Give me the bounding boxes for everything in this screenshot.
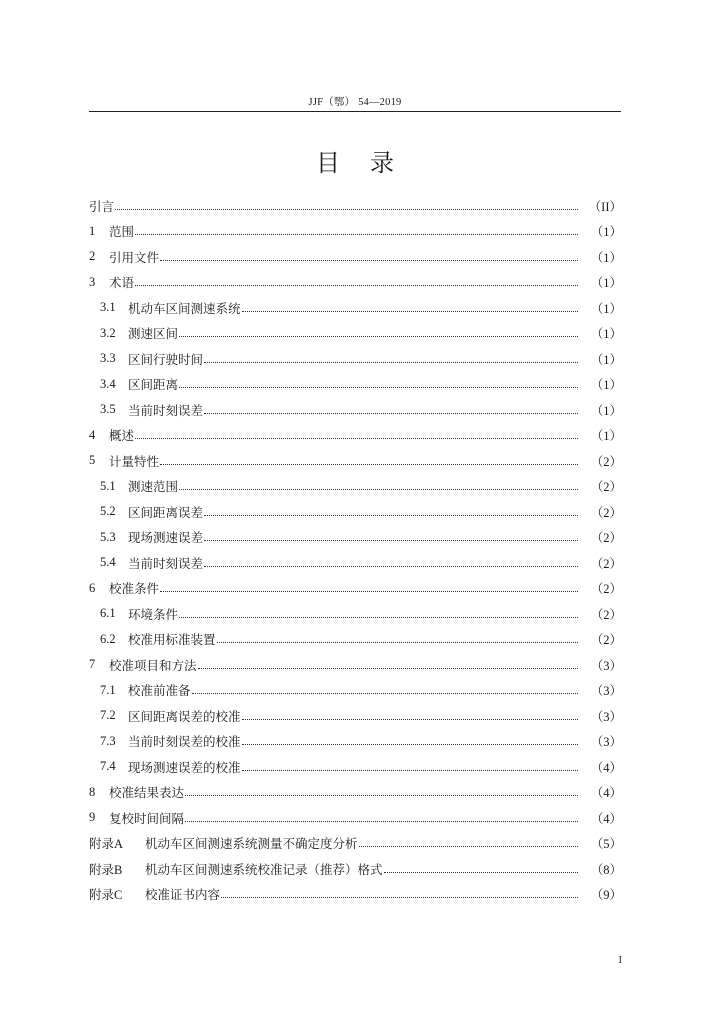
toc-entry-title: 机动车区间测速系统测量不确定度分析 xyxy=(145,836,358,852)
toc-entry[interactable] xyxy=(89,397,622,423)
toc-dot-leader xyxy=(384,862,578,876)
toc-entry[interactable] xyxy=(89,831,622,857)
toc-entry-page: （2） xyxy=(590,556,622,571)
toc-entry-title: 区间距离误差的校准 xyxy=(128,708,241,724)
toc-entry-number: 附录C xyxy=(89,888,123,903)
toc-dot-leader xyxy=(179,479,578,493)
toc-entry-page: （4） xyxy=(590,786,622,801)
toc-entry-page: （3） xyxy=(590,735,622,750)
toc-entry-title: 当前时刻误差 xyxy=(128,555,204,571)
toc-entry-page: （2） xyxy=(590,505,622,520)
toc-entry[interactable] xyxy=(89,346,622,372)
toc-entry[interactable] xyxy=(89,244,622,270)
toc-entry[interactable] xyxy=(89,219,622,245)
toc-entry-title: 概述 xyxy=(109,428,135,444)
toc-entry-title: 区间距离误差 xyxy=(128,504,204,520)
page-title: 目录 xyxy=(316,149,424,177)
toc-entry-number: 3 xyxy=(89,274,96,289)
toc-entry-number: 5.3 xyxy=(100,529,116,544)
toc-entry-page: （1） xyxy=(590,225,622,240)
header-rule xyxy=(89,111,621,112)
toc-entry-page: （5） xyxy=(590,837,622,852)
toc-entry[interactable] xyxy=(89,270,622,296)
toc-entry-title: 区间行驶时间 xyxy=(128,351,204,367)
toc-entry-title: 校准结果表达 xyxy=(109,785,185,801)
toc-entry-title: 范围 xyxy=(109,224,135,240)
toc-dot-leader xyxy=(192,683,578,697)
toc-dot-leader xyxy=(242,734,578,748)
toc-dot-leader xyxy=(135,224,578,238)
toc-entry-number: 3.3 xyxy=(100,351,116,366)
toc-entry[interactable] xyxy=(89,754,622,780)
toc-entry-number: 附录A xyxy=(89,837,124,852)
toc-entry-page: （8） xyxy=(590,862,622,877)
toc-entry-title: 测速区间 xyxy=(128,326,179,342)
toc-entry-title: 校准条件 xyxy=(109,581,160,597)
toc-entry-title: 引言 xyxy=(89,198,115,214)
toc-dot-leader xyxy=(179,607,578,621)
toc-dot-leader xyxy=(135,428,578,442)
toc-entry-page: （1） xyxy=(590,352,622,367)
table-of-contents xyxy=(89,193,622,907)
toc-entry[interactable] xyxy=(89,856,622,882)
toc-entry[interactable] xyxy=(89,601,622,627)
toc-entry-page: （II） xyxy=(588,199,622,214)
toc-dot-leader xyxy=(115,199,578,213)
toc-entry-page: （2） xyxy=(590,480,622,495)
toc-entry[interactable] xyxy=(89,525,622,551)
toc-entry[interactable] xyxy=(89,627,622,653)
toc-dot-leader xyxy=(198,658,578,672)
toc-entry-page: （9） xyxy=(590,888,622,903)
toc-entry-page: （1） xyxy=(590,327,622,342)
toc-entry-page: （3） xyxy=(590,658,622,673)
toc-dot-leader xyxy=(179,377,578,391)
toc-dot-leader xyxy=(242,760,578,774)
toc-entry-title: 校准证书内容 xyxy=(145,887,221,903)
toc-entry-title: 计量特性 xyxy=(109,453,160,469)
toc-dot-leader xyxy=(204,505,578,519)
toc-entry[interactable] xyxy=(89,576,622,602)
toc-entry-number: 7.1 xyxy=(100,682,116,697)
toc-dot-leader xyxy=(204,352,578,366)
toc-entry[interactable] xyxy=(89,295,622,321)
toc-entry-page: （2） xyxy=(590,607,622,622)
toc-entry-page: （1） xyxy=(590,250,622,265)
toc-entry[interactable] xyxy=(89,423,622,449)
toc-entry-number: 7 xyxy=(89,657,96,672)
toc-entry[interactable] xyxy=(89,805,622,831)
toc-entry-title: 环境条件 xyxy=(128,606,179,622)
toc-entry-title: 区间距离 xyxy=(128,377,179,393)
toc-entry-title: 校准用标准装置 xyxy=(128,632,216,648)
toc-entry-title: 当前时刻误差 xyxy=(128,402,204,418)
toc-dot-leader xyxy=(242,301,578,315)
toc-entry-page: （4） xyxy=(590,811,622,826)
toc-entry-number: 3.4 xyxy=(100,376,116,391)
toc-entry-title: 复校时间间隔 xyxy=(109,810,185,826)
toc-entry-number: 3.2 xyxy=(100,325,116,340)
toc-entry[interactable] xyxy=(89,193,622,219)
toc-entry-title: 测速范围 xyxy=(128,479,179,495)
toc-entry-number: 5.4 xyxy=(100,555,116,570)
toc-entry-page: （2） xyxy=(590,531,622,546)
document-header: JJF（鄂） 54—2019 xyxy=(308,97,402,108)
toc-dot-leader xyxy=(204,556,578,570)
toc-entry-number: 附录B xyxy=(89,862,123,877)
toc-dot-leader xyxy=(204,403,578,417)
toc-entry-title: 机动车区间测速系统 xyxy=(128,300,241,316)
toc-entry-number: 3.1 xyxy=(100,300,116,315)
toc-entry[interactable] xyxy=(89,499,622,525)
toc-entry-number: 6.2 xyxy=(100,631,116,646)
toc-entry-title: 现场测速误差的校准 xyxy=(128,759,241,775)
toc-dot-leader xyxy=(221,887,578,901)
toc-entry[interactable] xyxy=(89,550,622,576)
toc-entry-page: （1） xyxy=(590,301,622,316)
toc-entry-number: 8 xyxy=(89,784,96,799)
toc-entry-number: 7.4 xyxy=(100,759,116,774)
toc-entry-page: （1） xyxy=(590,378,622,393)
toc-entry[interactable] xyxy=(89,321,622,347)
toc-dot-leader xyxy=(185,811,578,825)
toc-entry-page: （4） xyxy=(590,760,622,775)
toc-entry-page: （2） xyxy=(590,633,622,648)
toc-entry[interactable] xyxy=(89,372,622,398)
toc-entry-number: 4 xyxy=(89,427,96,442)
toc-entry-title: 术语 xyxy=(109,275,135,291)
toc-entry[interactable] xyxy=(89,474,622,500)
toc-dot-leader xyxy=(185,785,578,799)
toc-entry[interactable] xyxy=(89,729,622,755)
toc-entry-number: 7.3 xyxy=(100,733,116,748)
toc-entry-title: 机动车区间测速系统校准记录（推荐）格式 xyxy=(145,861,383,877)
toc-entry-number: 3.5 xyxy=(100,402,116,417)
toc-dot-leader xyxy=(160,581,578,595)
toc-dot-leader xyxy=(179,326,578,340)
toc-entry-page: （3） xyxy=(590,684,622,699)
toc-entry[interactable] xyxy=(89,882,622,908)
toc-entry-number: 1 xyxy=(89,223,96,238)
toc-entry-title: 当前时刻误差的校准 xyxy=(128,734,241,750)
toc-entry-page: （3） xyxy=(590,709,622,724)
toc-entry[interactable] xyxy=(89,678,622,704)
page-number: I xyxy=(618,955,622,966)
toc-entry-title: 引用文件 xyxy=(109,249,160,265)
toc-entry-number: 9 xyxy=(89,810,96,825)
toc-entry-number: 5.1 xyxy=(100,478,116,493)
toc-dot-leader xyxy=(359,836,578,850)
toc-entry-number: 6.1 xyxy=(100,606,116,621)
toc-entry[interactable] xyxy=(89,448,622,474)
toc-entry-title: 校准项目和方法 xyxy=(109,657,197,673)
toc-entry[interactable] xyxy=(89,703,622,729)
toc-dot-leader xyxy=(217,632,578,646)
toc-dot-leader xyxy=(204,530,578,544)
toc-entry-page: （2） xyxy=(590,454,622,469)
toc-entry-number: 5 xyxy=(89,453,96,468)
toc-entry-number: 6 xyxy=(89,580,96,595)
toc-entry-page: （2） xyxy=(590,582,622,597)
toc-entry-number: 5.2 xyxy=(100,504,116,519)
toc-entry[interactable] xyxy=(89,652,622,678)
toc-dot-leader xyxy=(160,454,578,468)
toc-entry-page: （1） xyxy=(590,276,622,291)
toc-entry-page: （1） xyxy=(590,403,622,418)
toc-entry-title: 现场测速误差 xyxy=(128,530,204,546)
toc-dot-leader xyxy=(135,275,578,289)
toc-entry-number: 2 xyxy=(89,249,96,264)
toc-dot-leader xyxy=(242,709,578,723)
toc-entry[interactable] xyxy=(89,780,622,806)
toc-entry-title: 校准前准备 xyxy=(128,683,191,699)
toc-entry-page: （1） xyxy=(590,429,622,444)
toc-dot-leader xyxy=(160,250,578,264)
toc-entry-number: 7.2 xyxy=(100,708,116,723)
